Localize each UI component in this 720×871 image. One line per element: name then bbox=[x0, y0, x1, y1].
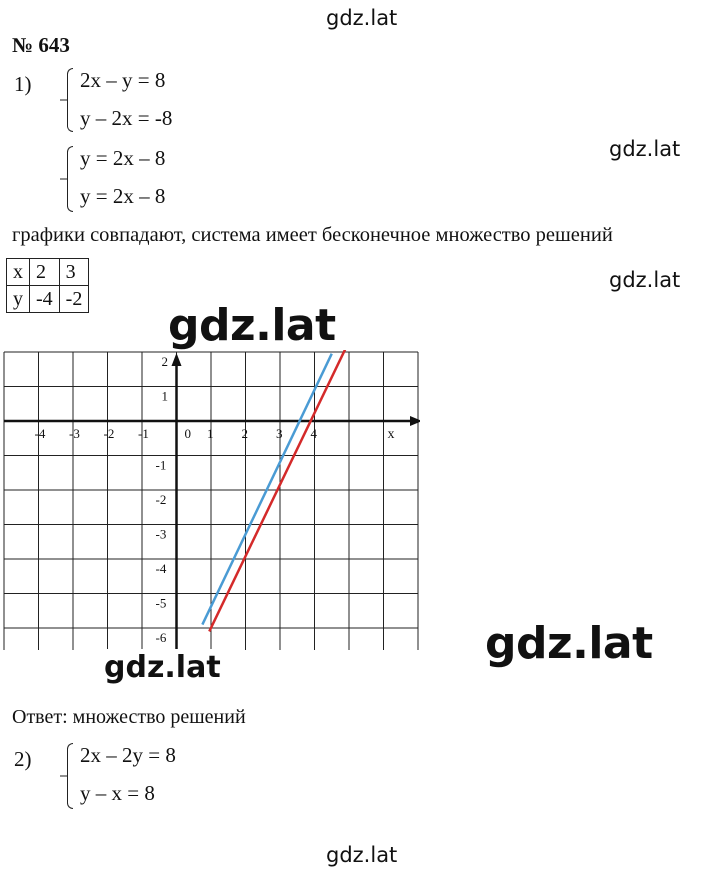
table-cell: -2 bbox=[59, 286, 89, 313]
part2-eq1: 2x – 2y = 8 bbox=[80, 743, 176, 767]
table-cell: -4 bbox=[30, 286, 60, 313]
x-tick-label: -1 bbox=[138, 426, 149, 441]
table-cell: 2 bbox=[30, 259, 60, 286]
part1-label: 1) bbox=[14, 72, 32, 96]
system1-brace bbox=[67, 68, 73, 132]
x-tick-label: 4 bbox=[310, 426, 317, 441]
coordinate-graph bbox=[0, 350, 420, 650]
watermark-top: gdz.lat bbox=[326, 6, 398, 30]
problem-number: № 643 bbox=[12, 33, 70, 57]
y-axis-arrow bbox=[172, 353, 182, 366]
y-tick-label: -3 bbox=[155, 526, 167, 542]
watermark-mid: gdz.lat bbox=[104, 650, 221, 685]
x-tick-label: -2 bbox=[103, 426, 115, 441]
part2-brace bbox=[67, 743, 73, 809]
table-cell: y bbox=[7, 286, 30, 313]
x-axis-label: x bbox=[387, 427, 395, 442]
y-tick-label: -4 bbox=[155, 561, 167, 576]
series-line-blue bbox=[202, 354, 331, 625]
system2-eq1: y = 2x – 8 bbox=[80, 146, 166, 170]
answer-text: Ответ: множество решений bbox=[12, 706, 246, 728]
x-tick-label: -3 bbox=[69, 426, 80, 441]
x-tick-label: 1 bbox=[207, 426, 214, 441]
watermark-right-2: gdz.lat bbox=[609, 268, 681, 292]
system1-eq1: 2x – y = 8 bbox=[80, 68, 166, 92]
x-tick-label: 0 bbox=[184, 426, 191, 441]
conclusion-text: графики совпадают, система имеет бесконечное множество решений bbox=[12, 224, 613, 246]
watermark-right-1: gdz.lat bbox=[609, 137, 681, 161]
y-tick-label: -6 bbox=[155, 630, 167, 645]
system2-eq2: y = 2x – 8 bbox=[80, 184, 166, 208]
y-tick-label: 1 bbox=[161, 388, 168, 404]
table-cell: x bbox=[7, 259, 30, 286]
y-tick-label: -1 bbox=[155, 457, 167, 473]
table-row-y bbox=[7, 286, 89, 313]
y-tick-label: 2 bbox=[161, 354, 168, 369]
table-cell: 3 bbox=[59, 259, 89, 286]
series-line-red bbox=[209, 350, 345, 631]
y-tick-label: -2 bbox=[155, 492, 167, 507]
x-tick-label: 2 bbox=[241, 426, 248, 441]
part2-label: 2) bbox=[14, 747, 32, 771]
values-table bbox=[6, 258, 89, 313]
part2-eq2: y – x = 8 bbox=[80, 781, 155, 805]
x-tick-label: -4 bbox=[34, 426, 46, 441]
watermark-bottom: gdz.lat bbox=[326, 843, 398, 867]
system1-eq2: y – 2x = -8 bbox=[80, 106, 173, 130]
y-tick-label: -5 bbox=[155, 595, 167, 611]
watermark-big-2: gdz.lat bbox=[485, 618, 653, 669]
system2-brace bbox=[67, 146, 73, 212]
x-tick-label: 3 bbox=[276, 426, 283, 441]
table-row-x bbox=[7, 259, 89, 286]
watermark-big-1: gdz.lat bbox=[168, 300, 336, 351]
